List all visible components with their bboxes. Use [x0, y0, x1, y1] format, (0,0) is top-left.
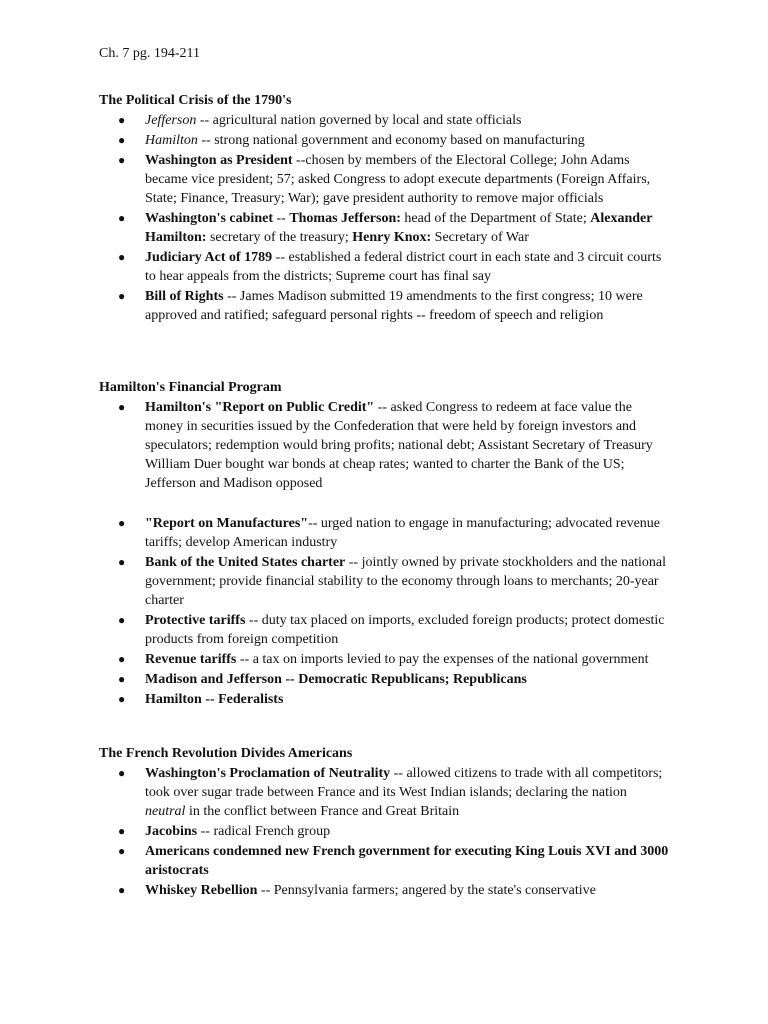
- bullet-icon: ●: [118, 692, 126, 706]
- item-text: -- urged nation to engage in manufacturing; advocated revenue tariffs; develop American industry: [145, 516, 660, 550]
- section-financial-program: [99, 378, 669, 709]
- item-text: -- allowed citizens to trade with all competitors; took over sugar trade between France and its West Indian islands; declaring the nation: [145, 766, 663, 800]
- bullet-list: [99, 398, 669, 709]
- bold-term: Bill of Rights: [145, 289, 224, 304]
- list-gap: [99, 494, 669, 513]
- item-text: secretary of the treasury;: [206, 230, 353, 245]
- section-title: The Political Crisis of the 1790's: [99, 93, 292, 108]
- item-text: -- agricultural nation governed by local and state officials: [196, 113, 522, 128]
- item-text: -- a tax on imports levied to pay the expenses of the national government: [236, 652, 649, 667]
- item-text: Secretary of War: [431, 230, 529, 245]
- italic-term: neutral: [145, 804, 186, 819]
- list-item: [99, 611, 669, 649]
- bullet-icon: ●: [118, 250, 126, 264]
- bold-term: Hamilton -- Federalists: [145, 692, 284, 707]
- italic-term: Hamilton: [145, 133, 198, 148]
- bold-term: "Report on Manufactures": [145, 516, 309, 531]
- bold-term: Henry Knox:: [352, 230, 432, 245]
- bullet-icon: ●: [118, 555, 126, 569]
- bullet-icon: ●: [118, 766, 126, 780]
- list-item: [99, 690, 669, 709]
- bullet-icon: ●: [118, 113, 126, 127]
- bullet-icon: ●: [118, 133, 126, 147]
- bold-term: Washington's Proclamation of Neutrality: [145, 766, 391, 781]
- item-text: -- Pennsylvania farmers; angered by the state's conservative: [257, 883, 596, 898]
- bold-term: Washington as President: [145, 153, 293, 168]
- bullet-icon: ●: [118, 824, 126, 838]
- item-text: -- duty tax placed on imports, excluded foreign products; protect domestic products from foreign competition: [145, 613, 665, 647]
- list-item: [99, 398, 669, 493]
- bullet-icon: ●: [118, 289, 126, 303]
- bold-term: Washington's cabinet: [145, 211, 273, 226]
- bullet-list: [99, 764, 669, 900]
- bold-term: Americans condemned new French government for executing King Louis XVI and 3000 aristocrats: [145, 844, 669, 878]
- list-item: [99, 111, 669, 130]
- list-item: [99, 514, 669, 552]
- item-text: -- jointly owned by private stockholders and the national government; provide financial stability to the economy through loans to merchants; 20-year charter: [145, 555, 667, 608]
- list-item: [99, 842, 669, 880]
- bullet-icon: ●: [118, 153, 126, 167]
- item-text: in the conflict between France and Great Britain: [185, 804, 460, 819]
- list-item: [99, 131, 669, 150]
- chapter-reference: Ch. 7 pg. 194-211: [99, 46, 200, 61]
- list-item: [99, 151, 669, 208]
- bold-term: Thomas Jefferson:: [289, 211, 401, 226]
- list-item: [99, 248, 669, 286]
- bullet-list: [99, 111, 669, 325]
- item-text: -- asked Congress to redeem at face value the money in securities issued by the Confederation that were held by foreign investors and speculators; redemption would bring profits; national debt; Assistant Secretary of Treasury William Duer bought war bonds at cheap rates; wanted to charter the Bank of the US; Jefferson and Madison opposed: [145, 400, 653, 491]
- bold-term: Jacobins: [145, 824, 198, 839]
- section-title: The French Revolution Divides Americans: [99, 746, 353, 761]
- list-item: [99, 209, 669, 247]
- bullet-icon: ●: [118, 516, 126, 530]
- list-item: [99, 650, 669, 669]
- list-item: [99, 764, 669, 821]
- list-item: [99, 553, 669, 610]
- bold-term: Bank of the United States charter: [145, 555, 346, 570]
- bold-term: Alexander Hamilton:: [145, 211, 653, 245]
- bullet-icon: ●: [118, 400, 126, 414]
- item-text: head of the Department of State;: [400, 211, 591, 226]
- list-item: [99, 287, 669, 325]
- list-item: [99, 881, 669, 900]
- bold-term: Whiskey Rebellion: [145, 883, 258, 898]
- bullet-icon: ●: [118, 613, 126, 627]
- item-text: -- established a federal district court in each state and 3 circuit courts to hear appeals from the districts; Supreme court has final say: [145, 250, 662, 284]
- list-item: [99, 822, 669, 841]
- item-text: -- radical French group: [197, 824, 331, 839]
- bullet-icon: ●: [118, 844, 126, 858]
- italic-term: Jefferson: [145, 113, 197, 128]
- bold-term: Judiciary Act of 1789: [145, 250, 273, 265]
- item-text: --chosen by members of the Electoral College; John Adams became vice president; 57; asked Congress to adopt execute departments (Foreign Affairs, State; Finance, Treasury; War); gave president authority to remove major officials: [145, 153, 651, 206]
- section-political-crisis: [99, 91, 669, 325]
- section-title: Hamilton's Financial Program: [99, 380, 282, 395]
- item-text: -- strong national government and economy based on manufacturing: [197, 133, 585, 148]
- bullet-icon: ●: [118, 652, 126, 666]
- item-text: --: [272, 211, 290, 226]
- bold-term: Hamilton's "Report on Public Credit": [145, 400, 375, 415]
- bullet-icon: ●: [118, 672, 126, 686]
- bullet-icon: ●: [118, 883, 126, 897]
- bold-term: Madison and Jefferson -- Democratic Republicans; Republicans: [145, 672, 527, 687]
- bullet-icon: ●: [118, 211, 126, 225]
- bold-term: Revenue tariffs: [145, 652, 237, 667]
- bold-term: Protective tariffs: [145, 613, 246, 628]
- section-french-revolution: [99, 744, 669, 900]
- item-text: -- James Madison submitted 19 amendments to the first congress; 10 were approved and ratified; safeguard personal rights -- freedom of speech and religion: [145, 289, 643, 323]
- list-item: [99, 670, 669, 689]
